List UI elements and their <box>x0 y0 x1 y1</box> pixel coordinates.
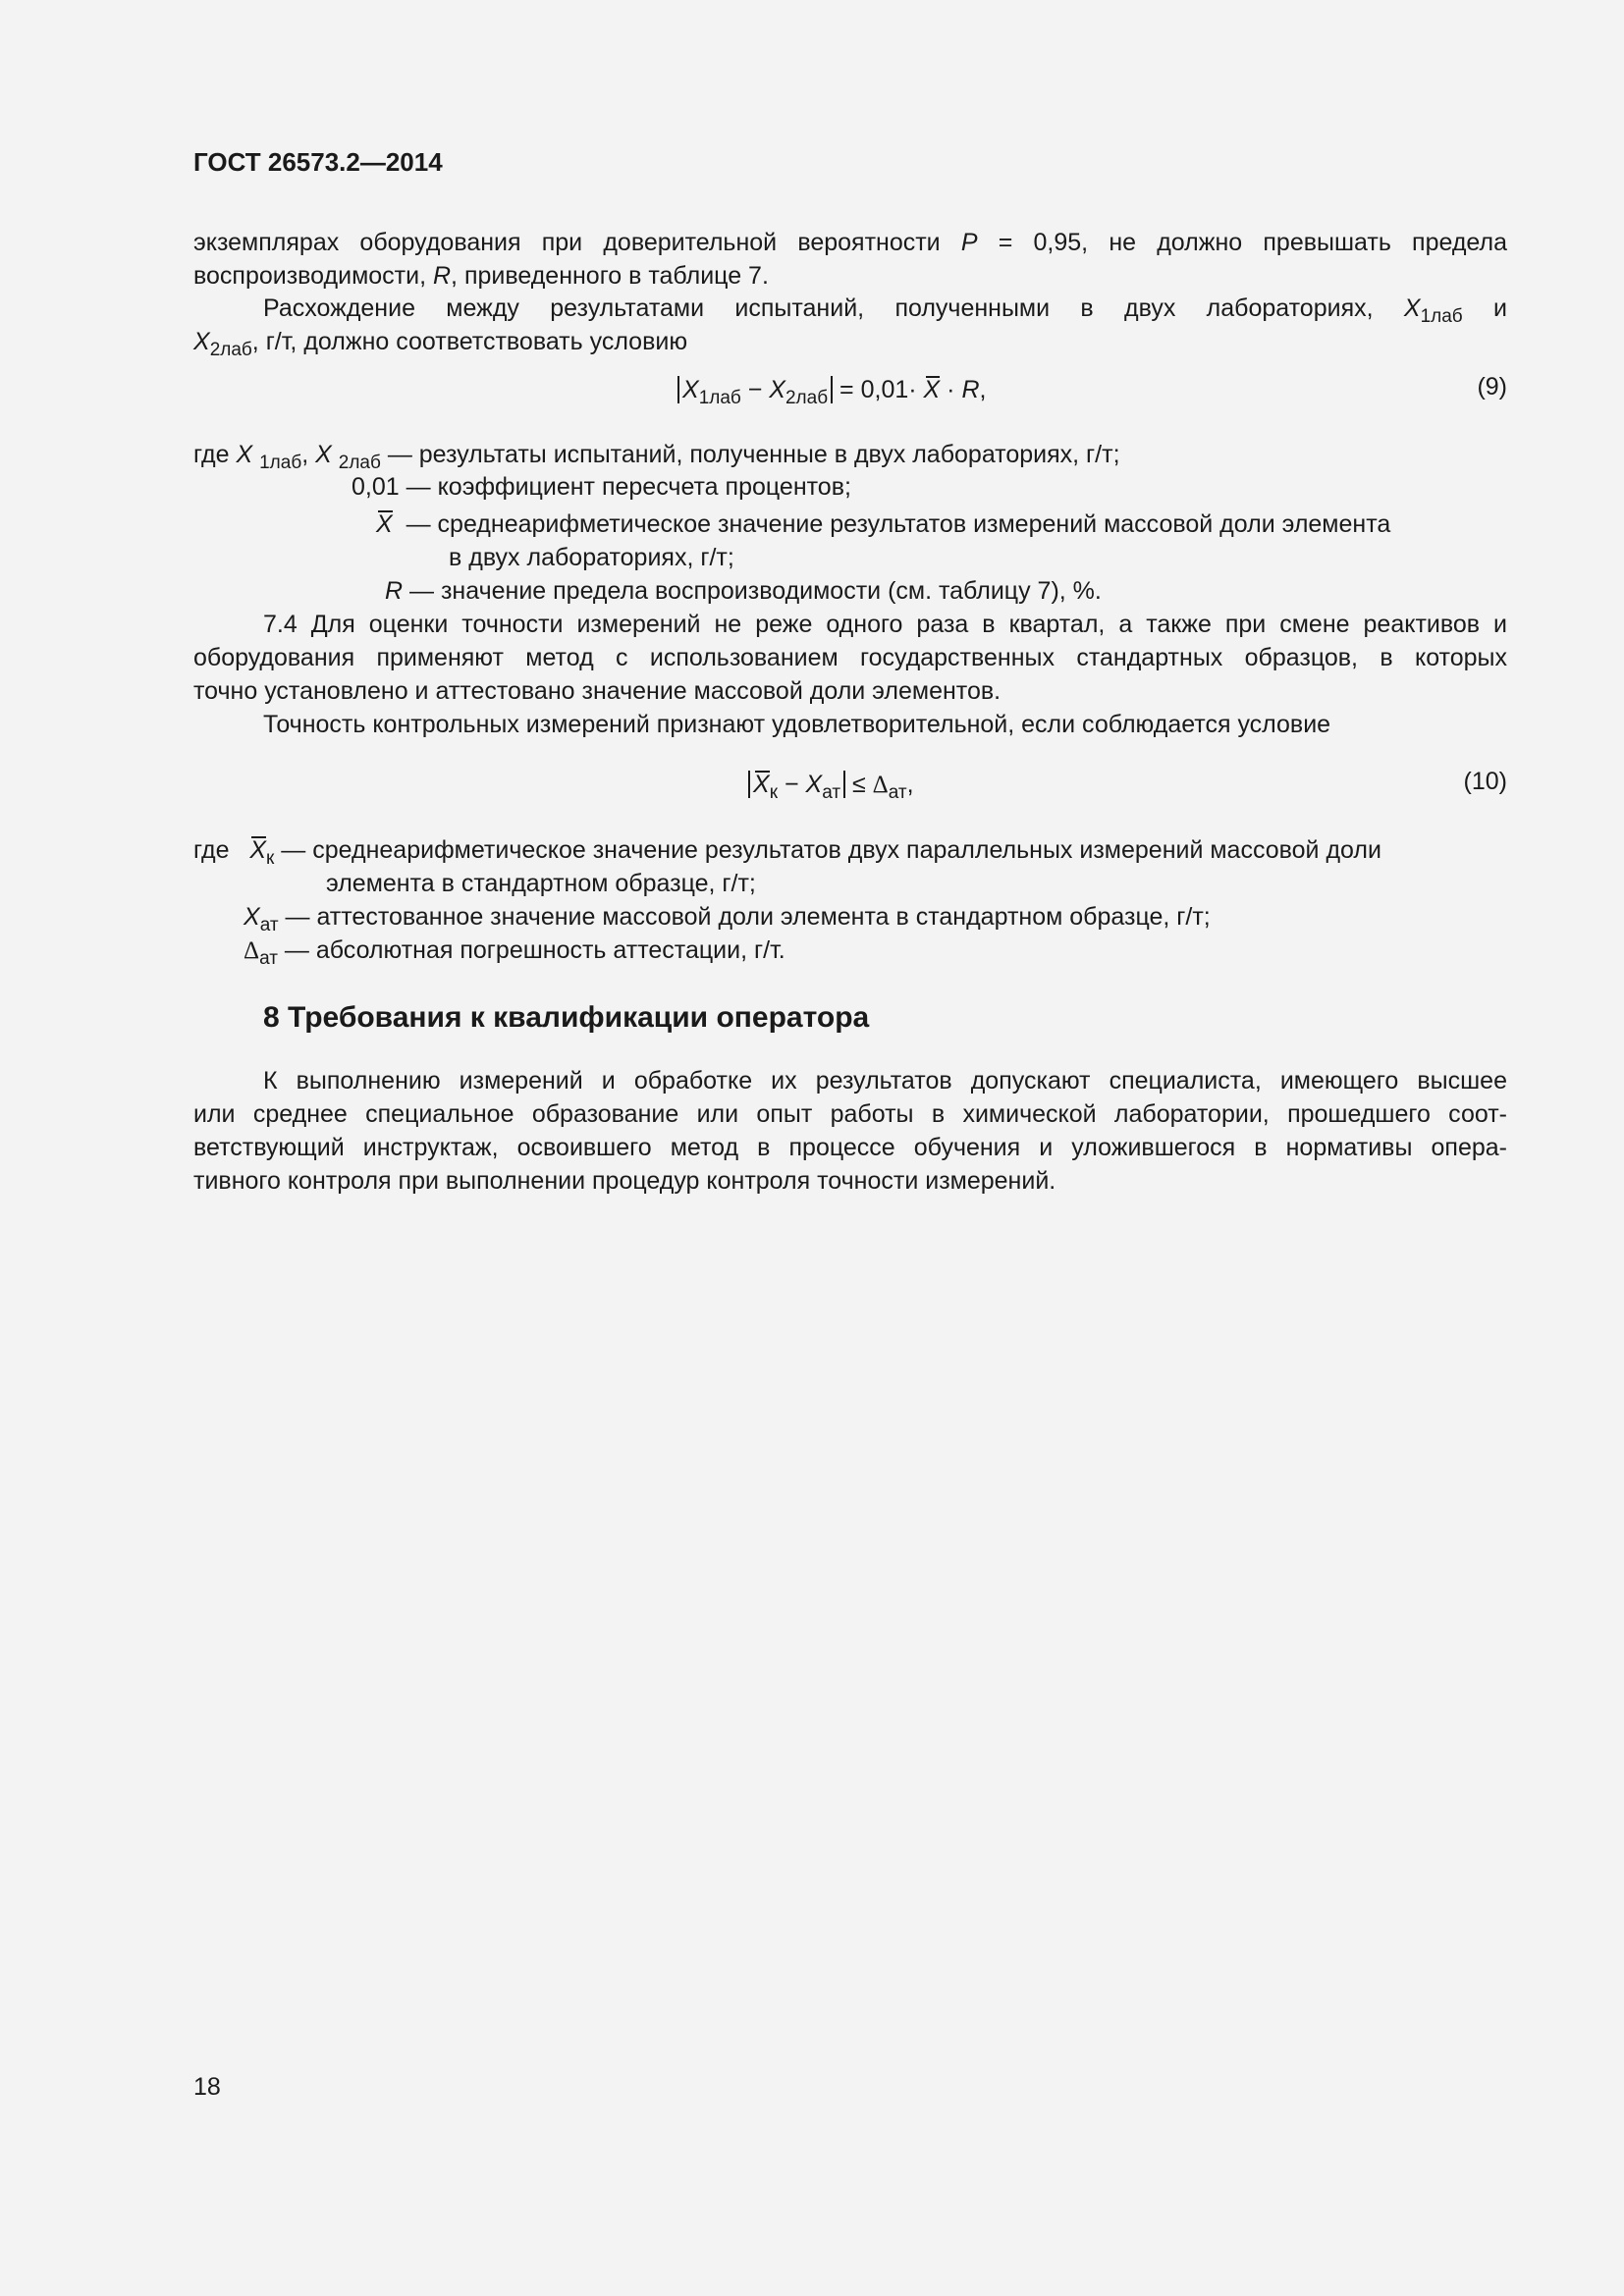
symbol-x: X <box>236 441 253 468</box>
symbol-r: R <box>432 262 452 290</box>
symbol-x: X <box>682 376 699 403</box>
paragraph-line: Точность контрольных измерений признают удовлетворительной, если соблюдается условие <box>263 711 1331 738</box>
minus: − <box>740 376 770 403</box>
symbol-x-mean: X <box>753 768 770 801</box>
paragraph-line: оборудования применяют метод с использованием государственных стандартных образцов, в которых <box>193 644 1507 671</box>
section-heading: 8 Требования к квалификации оператора <box>263 1001 870 1034</box>
symbol-r: R <box>961 376 980 403</box>
document-header: ГОСТ 26573.2—2014 <box>193 147 443 177</box>
symbol-x: X <box>244 903 260 931</box>
text: , г/т, должно соответствовать условию <box>251 328 688 355</box>
text: среднеарифметическое значение результатов двух параллельных измерений массовой доли <box>312 836 1381 864</box>
text: = 0,95, не должно превышать предела <box>977 229 1507 256</box>
page-number: 18 <box>193 2073 221 2101</box>
paragraph-line: 7.4 Для оценки точности измерений не реже одного раза в квартал, а также при смене реактивов и <box>263 611 1507 638</box>
text: абсолютная погрешность аттестации, г/т. <box>315 936 785 964</box>
symbol-x: X <box>1403 294 1421 322</box>
subscript: ат <box>259 948 278 969</box>
symbol-x: X <box>769 376 785 403</box>
delta: Δ <box>872 772 889 798</box>
subscript: ат <box>888 782 907 803</box>
dash: — <box>406 510 431 538</box>
symbol-p: P <box>960 229 978 256</box>
symbol-x-mean: X <box>376 507 393 541</box>
subscript: ат <box>822 782 841 803</box>
where-line <box>376 507 1390 541</box>
where-line <box>352 470 851 504</box>
minus: − <box>778 771 806 798</box>
paragraph-line: тивного контроля при выполнении процедур контроля точности измерений. <box>193 1167 1056 1195</box>
subscript: 2лаб <box>209 340 252 360</box>
dot: · <box>940 376 962 403</box>
text: , <box>301 441 309 468</box>
text: и <box>1493 294 1507 322</box>
less-equal: ≤ <box>845 771 873 798</box>
text: Расхождение между результатами испытаний, полученными в двух лабораториях, <box>263 294 1374 322</box>
symbol-r: R <box>385 577 404 605</box>
subscript: 1лаб <box>1420 306 1463 327</box>
paragraph-line: или среднее специальное образование или опыт работы в химической лаборатории, прошедшего соот- <box>193 1100 1507 1128</box>
text: , <box>979 376 987 403</box>
paragraph-line: ветствующий инструктаж, освоившего метод в процессе обучения и уложившегося в нормативы опера- <box>193 1134 1507 1161</box>
text: 0,01 <box>352 473 400 501</box>
paragraph-line: точно установлено и аттестовано значение массовой доли элементов. <box>193 677 1001 705</box>
text: коэффициент пересчета процентов; <box>437 473 851 501</box>
subscript: к <box>769 782 778 803</box>
text: элемента в стандартном образце, г/т; <box>326 870 756 897</box>
subscript: 2лаб <box>338 453 381 473</box>
paragraph-line <box>193 259 769 293</box>
symbol-x: X <box>315 441 332 468</box>
where-line <box>244 934 785 968</box>
dash: — <box>406 473 431 501</box>
subscript: к <box>266 848 275 869</box>
dash: — <box>409 577 435 605</box>
abs-bar <box>677 376 833 408</box>
text: в двух лабораториях, г/т; <box>449 544 734 571</box>
equation-9 <box>677 373 986 406</box>
equation-10 <box>748 768 914 802</box>
delta: Δ <box>244 937 260 964</box>
dash: — <box>387 441 412 468</box>
where-line <box>193 438 1120 471</box>
symbol-x: X <box>193 328 210 355</box>
where-line <box>326 867 756 900</box>
equation-number: (10) <box>1463 768 1507 795</box>
symbol-x: X <box>805 771 823 798</box>
text: где <box>193 836 230 864</box>
text: значение предела воспроизводимости (см. таблицу 7), %. <box>440 577 1102 605</box>
paragraph-line <box>193 226 1507 259</box>
dash: — <box>281 836 306 864</box>
dash: — <box>285 903 310 931</box>
text: среднеарифметическое значение результатов измерений массовой доли элемента <box>437 510 1391 538</box>
where-line <box>449 541 734 574</box>
text: где <box>193 441 230 468</box>
text: экземплярах оборудования при доверительной вероятности <box>193 229 961 256</box>
text: = 0,01· <box>839 376 917 403</box>
paragraph-line <box>263 292 1507 325</box>
subscript: ат <box>259 915 279 935</box>
text: воспроизводимости, <box>193 262 433 290</box>
subscript: 1лаб <box>698 388 741 408</box>
symbol-x-mean: X <box>249 833 266 867</box>
where-line <box>244 900 1211 934</box>
subscript: 2лаб <box>785 388 829 408</box>
dash: — <box>284 936 309 964</box>
equation-number: (9) <box>1477 373 1507 400</box>
where-line <box>193 833 1381 867</box>
text: аттестованное значение массовой доли элемента в стандартном образце, г/т; <box>316 903 1211 931</box>
abs-bar <box>748 771 845 803</box>
paragraph-line: К выполнению измерений и обработке их результатов допускают специалиста, имеющего высшее <box>263 1067 1507 1095</box>
where-line <box>385 574 1102 608</box>
text: , приведенного в таблице 7. <box>451 262 769 290</box>
paragraph-line <box>193 325 687 358</box>
text: результаты испытаний, полученные в двух лабораториях, г/т; <box>418 441 1120 468</box>
subscript: 1лаб <box>259 453 302 473</box>
symbol-x-mean: X <box>924 373 941 406</box>
text: , <box>906 771 914 798</box>
